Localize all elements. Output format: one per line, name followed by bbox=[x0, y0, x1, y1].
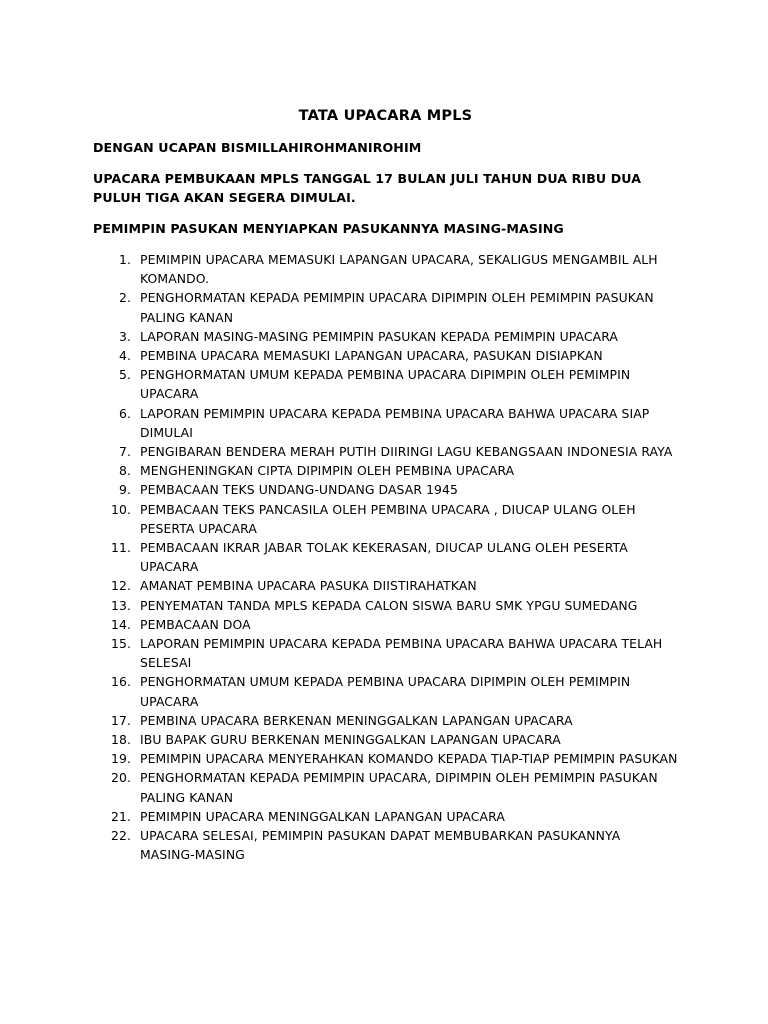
list-item-text: PENGHORMATAN KEPADA PEMIMPIN UPACARA, DIPIMPIN OLEH PEMIMPIN PASUKAN PALING KANAN bbox=[140, 770, 658, 805]
list-item-text: PEMBACAAN DOA bbox=[140, 616, 251, 632]
list-item-number: 7. bbox=[118, 444, 131, 460]
list-item bbox=[93, 807, 678, 826]
list-item bbox=[93, 346, 678, 365]
list-item bbox=[93, 730, 678, 749]
list-item-number: 12. bbox=[110, 578, 131, 594]
list-item bbox=[93, 538, 678, 576]
list-item-text: PENGIBARAN BENDERA MERAH PUTIH DIIRINGI LAGU KEBANGSAAN INDONESIA RAYA bbox=[140, 444, 673, 460]
steps-list bbox=[93, 250, 678, 865]
list-item-number: 1. bbox=[118, 252, 131, 267]
list-item-number: 13. bbox=[110, 597, 131, 613]
list-item-number: 21. bbox=[110, 808, 131, 824]
list-item-number: 14. bbox=[110, 616, 131, 632]
list-item bbox=[93, 826, 678, 864]
list-item-number: 11. bbox=[110, 540, 131, 556]
opening-text: UPACARA PEMBUKAAN MPLS TANGGAL 17 BULAN JULI TAHUN DUA RIBU DUA PULUH TIGA AKAN SEGERA DIMULAI. bbox=[93, 170, 642, 205]
list-item bbox=[93, 365, 678, 403]
list-item-number: 2. bbox=[118, 290, 131, 306]
list-item bbox=[93, 327, 678, 346]
list-item-text: PEMBINA UPACARA BERKENAN MENINGGALKAN LAPANGAN UPACARA bbox=[140, 712, 573, 728]
list-item bbox=[93, 711, 678, 730]
document-title: TATA UPACARA MPLS bbox=[298, 108, 473, 124]
list-item-number: 5. bbox=[118, 367, 131, 383]
list-item-text: PENGHORMATAN UMUM KEPADA PEMBINA UPACARA DIPIMPIN OLEH PEMIMPIN UPACARA bbox=[140, 674, 631, 709]
list-item-number: 20. bbox=[110, 770, 131, 786]
list-item bbox=[93, 749, 678, 768]
list-item-text: LAPORAN PEMIMPIN UPACARA KEPADA PEMBINA UPACARA BAHWA UPACARA TELAH SELESAI bbox=[140, 636, 663, 671]
list-item-number: 16. bbox=[110, 674, 131, 690]
list-item bbox=[93, 404, 678, 442]
list-item-text: IBU BAPAK GURU BERKENAN MENINGGALKAN LAPANGAN UPACARA bbox=[140, 732, 561, 748]
list-item-text: PENGHORMATAN KEPADA PEMIMPIN UPACARA DIPIMPIN OLEH PEMIMPIN PASUKAN PALING KANAN bbox=[140, 290, 654, 325]
list-item-text: PEMBACAAN TEKS UNDANG-UNDANG DASAR 1945 bbox=[140, 482, 459, 498]
list-item-text: LAPORAN PEMIMPIN UPACARA KEPADA PEMBINA UPACARA BAHWA UPACARA SIAP DIMULAI bbox=[140, 405, 650, 440]
list-item-text: UPACARA SELESAI, PEMIMPIN PASUKAN DAPAT MEMBUBARKAN PASUKANNYA MASING-MASING bbox=[140, 828, 621, 863]
list-item-text: PEMIMPIN UPACARA MENINGGALKAN LAPANGAN UPACARA bbox=[140, 808, 505, 824]
instruction-text: PEMIMPIN PASUKAN MENYIAPKAN PASUKANNYA MASING-MASING bbox=[93, 220, 564, 236]
list-item-text: PENGHORMATAN UMUM KEPADA PEMBINA UPACARA DIPIMPIN OLEH PEMIMPIN UPACARA bbox=[140, 367, 631, 402]
list-item bbox=[93, 576, 678, 595]
list-item-text: AMANAT PEMBINA UPACARA PASUKA DIISTIRAHATKAN bbox=[140, 578, 477, 594]
list-item bbox=[93, 461, 678, 480]
list-item-number: 15. bbox=[110, 636, 131, 652]
list-item-number: 10. bbox=[110, 501, 131, 517]
list-item bbox=[93, 500, 678, 538]
list-item-text: PEMIMPIN UPACARA MEMASUKI LAPANGAN UPACARA, SEKALIGUS MENGAMBIL ALH KOMANDO. bbox=[140, 252, 658, 287]
list-item-number: 17. bbox=[110, 712, 131, 728]
list-item bbox=[93, 768, 678, 806]
list-item-number: 3. bbox=[118, 328, 131, 344]
list-item-text: MENGHENINGKAN CIPTA DIPIMPIN OLEH PEMBINA UPACARA bbox=[140, 463, 515, 479]
list-item-number: 18. bbox=[110, 732, 131, 748]
list-item bbox=[93, 596, 678, 615]
list-item bbox=[93, 288, 678, 326]
list-item bbox=[93, 634, 678, 672]
list-item bbox=[93, 480, 678, 499]
list-item-number: 19. bbox=[110, 751, 131, 767]
list-item bbox=[93, 615, 678, 634]
list-item-text: LAPORAN MASING-MASING PEMIMPIN PASUKAN KEPADA PEMIMPIN UPACARA bbox=[140, 328, 618, 344]
list-item-text: PENYEMATAN TANDA MPLS KEPADA CALON SISWA BARU SMK YPGU SUMEDANG bbox=[140, 597, 638, 613]
list-item-number: 9. bbox=[118, 482, 131, 498]
list-item-number: 4. bbox=[118, 348, 131, 364]
list-item-number: 8. bbox=[118, 463, 131, 479]
list-item-text: PEMIMPIN UPACARA MENYERAHKAN KOMANDO KEPADA TIAP-TIAP PEMIMPIN PASUKAN bbox=[140, 751, 678, 767]
list-item-number: 22. bbox=[110, 828, 131, 844]
list-item bbox=[93, 672, 678, 710]
list-item-text: PEMBINA UPACARA MEMASUKI LAPANGAN UPACARA, PASUKAN DISIAPKAN bbox=[140, 348, 603, 364]
list-item bbox=[93, 442, 678, 461]
list-item bbox=[93, 250, 678, 288]
list-item-number: 6. bbox=[118, 405, 131, 421]
list-item-text: PEMBACAAN IKRAR JABAR TOLAK KEKERASAN, DIUCAP ULANG OLEH PESERTA UPACARA bbox=[140, 540, 628, 575]
intro-text: DENGAN UCAPAN BISMILLAHIROHMANIROHIM bbox=[93, 140, 422, 155]
list-item-text: PEMBACAAN TEKS PANCASILA OLEH PEMBINA UPACARA , DIUCAP ULANG OLEH PESERTA UPACARA bbox=[140, 501, 636, 536]
